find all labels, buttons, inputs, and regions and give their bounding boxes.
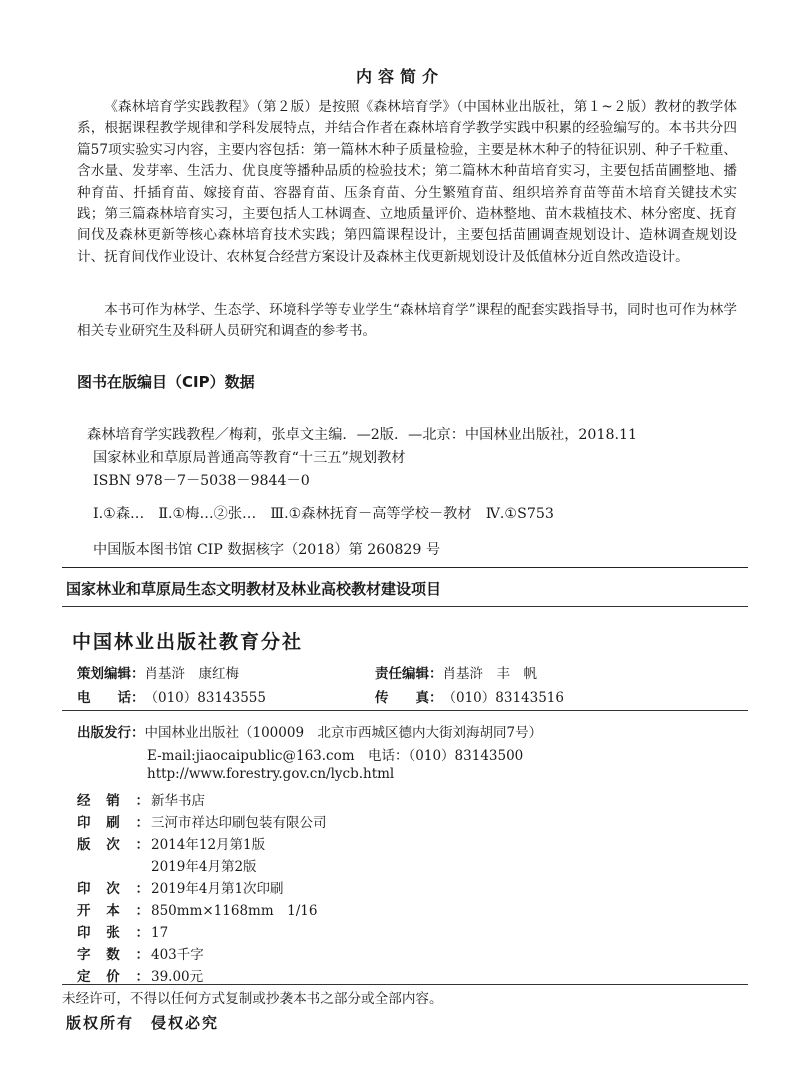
pub-label: 印张： bbox=[77, 925, 149, 941]
planning-editor-row bbox=[77, 662, 239, 682]
pub-row bbox=[77, 899, 317, 919]
planning-editor-value: 肖基浒 康红梅 bbox=[144, 666, 239, 682]
website-value: http://www.forestry.gov.cn/lycb.html bbox=[147, 766, 395, 782]
pub-value: 850mm×1168mm 1/16 bbox=[151, 903, 318, 919]
pub-label: 版次： bbox=[77, 837, 149, 853]
pub-row bbox=[77, 811, 327, 831]
summary-paragraph-2: 本书可作为林学、生态学、环境科学等专业学生“森林培育学”课程的配套实践指导书，同时也可作为林学相关专业研究生及科研人员研究和调查的参考书。 bbox=[77, 302, 737, 340]
website-row bbox=[147, 766, 394, 782]
pub-value: 403千字 bbox=[151, 947, 204, 963]
cip-line-isbn: ISBN 978－7－5038－9844－0 bbox=[93, 473, 310, 489]
cip-heading: 图书在版编目（CIP）数据 bbox=[77, 373, 255, 391]
pub-label: 定价： bbox=[77, 969, 149, 985]
rights-reserved: 版权所有 侵权必究 bbox=[66, 1014, 220, 1032]
pub-row bbox=[77, 855, 257, 875]
fax-value: （010）83143516 bbox=[442, 690, 564, 706]
fax-row bbox=[375, 686, 564, 706]
pub-label: 开本： bbox=[77, 903, 149, 919]
distributor-row bbox=[77, 721, 542, 741]
branch-name: 中国林业出版社教育分社 bbox=[72, 631, 304, 653]
cip-line-record: 中国版本图书馆 CIP 数据核字（2018）第 260829 号 bbox=[93, 542, 441, 558]
pub-value: 17 bbox=[151, 925, 169, 941]
pub-label: 字数： bbox=[77, 947, 149, 963]
distributor-label: 出版发行： bbox=[77, 725, 145, 741]
phone-label: 电 话： bbox=[77, 690, 145, 706]
planning-editor-label: 策划编辑： bbox=[77, 666, 145, 682]
email-row bbox=[147, 744, 523, 764]
pub-label: 经销： bbox=[77, 793, 149, 809]
pub-value: 三河市祥达印刷包装有限公司 bbox=[151, 815, 327, 831]
responsible-editor-row bbox=[375, 662, 537, 682]
divider-top bbox=[62, 567, 748, 568]
divider-project bbox=[62, 606, 748, 607]
pub-value: 2019年4月第2版 bbox=[151, 859, 257, 875]
divider-footer bbox=[62, 984, 748, 985]
cip-line-title: 森林培育学实践教程／梅莉，张卓文主编．—2版．—北京：中国林业出版社，2018.11 bbox=[87, 427, 638, 443]
pub-row bbox=[77, 921, 168, 941]
email-value: E-mail:jiaocaipublic@163.com 电话：（010）83143500 bbox=[147, 748, 524, 764]
pub-value: 2014年12月第1版 bbox=[151, 837, 266, 853]
summary-paragraph-1: 《森林培育学实践教程》（第２版）是按照《森林培育学》（中国林业出版社，第１~２版）教材的教学体系，根据课程教学规律和学科发展特点，并结合作者在森林培育学教学实践中积累的经验编写的。本书共分四篇57项实验实习内容，主要内容包括：第一篇林木种子质量检验，主要是林木种子的特征识别、种子千粒重、含水量、发芽率、生活力、优良度等播种品质的检验技术；第二篇林木种苗培育实习，主要包括苗圃整地、播种育苗、扦插育苗、嫁接育苗、容器育苗、压条育苗、分生繁殖育苗、组织培养育苗等苗木培育关键技术实践；第三篇森林培育实习，主要包括人工林调查、立地质量评价、造林整地、苗木栽植技术、林分密度、抚育间伐及森林更新等核心森林培育技术实践；第四篇课程设计，主要包括苗圃调查规划设计、造林调查规划设计、抚育间伐作业设计、农林复合经营方案设计及森林主伐更新规划设计及低值林分近自然改造设计。 bbox=[77, 99, 737, 265]
pub-row bbox=[77, 943, 204, 963]
pub-row bbox=[77, 965, 203, 985]
copyright-notice: 未经许可，不得以任何方式复制或抄袭本书之部分或全部内容。 bbox=[62, 991, 443, 1007]
pub-row bbox=[77, 789, 205, 809]
pub-label: 印刷： bbox=[77, 815, 149, 831]
phone-value: （010）83143555 bbox=[144, 690, 266, 706]
pub-value: 2019年4月第1次印刷 bbox=[151, 881, 284, 897]
phone-row bbox=[77, 686, 266, 706]
responsible-editor-value: 肖基浒 丰 帆 bbox=[442, 666, 537, 682]
pub-value: 新华书店 bbox=[151, 793, 205, 809]
divider-branch bbox=[62, 710, 748, 711]
summary-title: 内容简介 bbox=[355, 67, 444, 86]
pub-row bbox=[77, 877, 284, 897]
pub-row bbox=[77, 833, 265, 853]
project-line: 国家林业和草原局生态文明教材及林业高校教材建设项目 bbox=[66, 580, 442, 598]
pub-label: 印次： bbox=[77, 881, 149, 897]
cip-line-series: 国家林业和草原局普通高等教育“十三五”规划教材 bbox=[93, 450, 406, 466]
fax-label: 传 真： bbox=[375, 690, 443, 706]
distributor-value: 中国林业出版社（100009 北京市西城区德内大街刘海胡同7号） bbox=[144, 725, 543, 741]
cip-line-subjects: Ⅰ.①森… Ⅱ.①梅…②张… Ⅲ.①森林抚育－高等学校－教材 Ⅳ.①S753 bbox=[93, 506, 554, 522]
pub-value: 39.00元 bbox=[151, 969, 204, 985]
responsible-editor-label: 责任编辑： bbox=[375, 666, 443, 682]
